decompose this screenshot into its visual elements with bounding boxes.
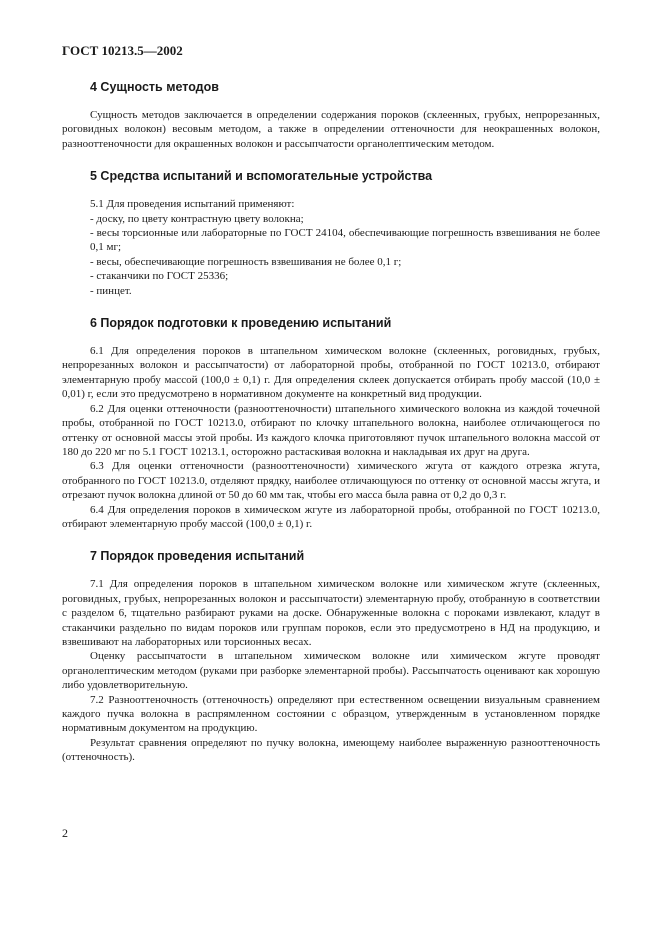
section-7-paragraph: 7.1 Для определения пороков в штапельном химическом волокне или химическом жгуте (склеенных, роговидных, грубых, непрорезанных волокон и рассыпчатости) элементарную пробу, отобранную в соответствии с разделом 6, тщательно разбирают руками на доске. Обнаруженные волокна с пороками извлекают, кладут в стаканчики раздельно по видам пороков или группам пороков, если это предусмотрено в НД на продукцию, и взвешивают на лабораторных или торсионных весах. <box>62 578 600 648</box>
page-number: 2 <box>62 826 68 840</box>
document-body <box>62 79 600 765</box>
section-7-title: 7 Порядок проведения испытаний <box>90 549 305 564</box>
section-5-line: - пинцет. <box>90 284 132 297</box>
section-5-title: 5 Средства испытаний и вспомогательные устройства <box>90 169 433 184</box>
section-5-line: - весы, обеспечивающие погрешность взвешивания не более 0,1 г; <box>90 255 402 268</box>
section-6-paragraph: 6.3 Для оценки оттеночности (разнооттеночности) химического жгута от каждого отрезка жгута, отобранного по ГОСТ 10213.0, отделяют прядку, наиболее отличающуюся по оттенку от основной массы жгута, и отрезают пучок волокна длиной от 50 до 60 мм так, чтобы его масса была равна от 0,2 до 0,3 г. <box>62 460 600 502</box>
section-5-line: - стаканчики по ГОСТ 25336; <box>90 270 229 283</box>
section-7-paragraph: Оценку рассыпчатости в штапельном химическом волокне или химическом жгуте проводят органолептическим методом (руками при разборке элементарной пробы). Рассыпчатость оценивают как хорошую либо удовлетворительную. <box>62 650 600 692</box>
section-6-paragraph: 6.4 Для определения пороков в химическом жгуте из лабораторной пробы, отобранной по ГОСТ 10213.0, отбирают элементарную пробу массой (100,0 ± 0,1) г. <box>62 503 600 530</box>
section-4-paragraph: Сущность методов заключается в определении содержания пороков (склеенных, грубых, непрорезанных, роговидных волокон) весовым методом, а также в определении оттеночности для неокрашенных волокон, разнооттеночности для окрашенных волокон и рассыпчатости органолептическим методом. <box>62 109 600 150</box>
section-5-line: - весы торсионные или лабораторные по ГОСТ 24104, обеспечивающие погрешность взвешивания не более 0,1 мг; <box>90 227 600 254</box>
section-5-line: 5.1 Для проведения испытаний применяют: <box>90 198 295 211</box>
section-6-paragraph: 6.1 Для определения пороков в штапельном химическом волокне (склеенных, роговидных, грубых, непрорезанных волокон и рассыпчатости) от лабораторной пробы, отобранной по ГОСТ 10213.0, отбирают элементарную пробу массой (100,0 ± 0,1) г. Для определения склеек допускается отбирать пробу массой (10,0 ± 0,01) г, если это предусмотрено в нормативном документе на конкретный вид продукции. <box>62 345 600 401</box>
section-5-line: - доску, по цвету контрастную цвету волокна; <box>90 212 304 225</box>
section-7-paragraph: 7.2 Разнооттеночность (оттеночность) определяют при естественном освещении визуальным сравнением каждого пучка волокна в распрямленном состоянии с образцом, утвержденным в установленном порядке нормативным документом на продукцию. <box>62 693 600 735</box>
section-7-paragraph: Результат сравнения определяют по пучку волокна, имеющему наиболее выраженную разнооттеночность (оттеночность). <box>62 736 600 764</box>
section-6-paragraph: 6.2 Для оценки оттеночности (разнооттеночности) штапельного химического волокна из каждой точечной пробы, отобранной по ГОСТ 10213.0, отбирают по клочку штапельного волокна, наиболее отличающегося по оттенку от основной массы этой пробы. Из каждого клочка приготовляют пучок штапельного волокна массой от 180 до 220 мг по 5.1 ГОСТ 10213.1, осторожно растаскивая волокна и накладывая их друг на друга. <box>62 402 600 458</box>
section-6-title: 6 Порядок подготовки к проведению испытаний <box>90 316 392 331</box>
document-header: ГОСТ 10213.5—2002 <box>62 43 183 58</box>
section-4-title: 4 Сущность методов <box>90 80 219 94</box>
